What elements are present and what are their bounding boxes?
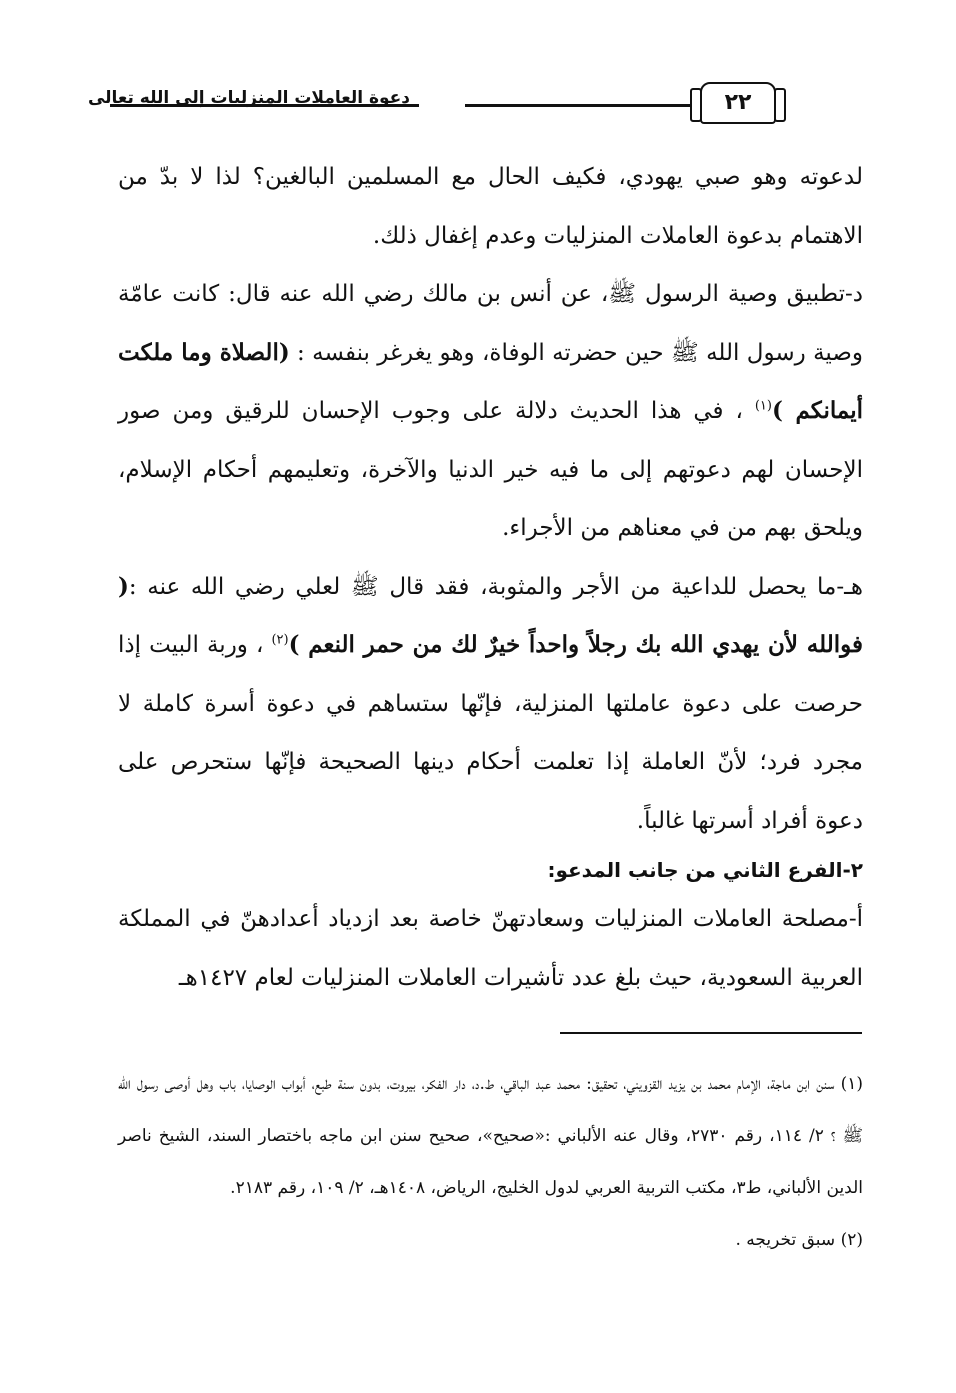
page-number: ٢٢ xyxy=(700,82,776,124)
hadith-quote-1: (الصلاة وما ملكت أيمانكم ) xyxy=(118,338,863,424)
running-header xyxy=(87,80,862,130)
footnote-2: (٢) سبق تخريجه . xyxy=(735,1230,863,1250)
paragraph-4: أ-مصلحة العاملات المنزليات وسعادتهنّ خاصة بعد ازدياد أعدادهنّ في المملكة العربية السعودية، حيث بلغ عدد تأشيرات العاملات المنزليات لعام ١٤٢٧هـ xyxy=(118,906,863,991)
hadith-quote-2: ( فوالله لأن يهدي الله بك رجلاً واحداً خيرٌ لك من حمر النعم ) xyxy=(118,572,864,658)
paragraph-2 xyxy=(118,265,863,558)
paragraph-3 xyxy=(118,558,863,851)
header-rule-right xyxy=(465,104,714,107)
paragraph-1: لدعوته وهو صبي يهودي، فكيف الحال مع المسلمين البالغين؟ لذا لا بدّ من الاهتمام بدعوة العاملات المنزليات وعدم إغفال ذلك. xyxy=(118,164,863,249)
section-heading: ٢-الفرع الثاني من جانب المدعو: xyxy=(547,858,863,882)
header-title: دعوة العاملات المنزليات إلى الله تعالى xyxy=(87,88,410,108)
paragraph-2-end: ، في هذا الحديث دلالة على وجوب الإحسان للرقيق ومن صور الإحسان لهم دعوتهم إلى ما فيه خير الدنيا والآخرة، وتعليمهم أحكام الإسلام، ويلحق بهم من في معناهم من الأجراء. xyxy=(118,398,863,541)
paragraph-3-start: هـ-ما يحصل للداعية من الأجر والمثوبة، فقد قال ﷺ لعلي رضي الله عنه : xyxy=(128,573,863,600)
paragraph-3-end: ، وربة البيت إذا حرصت على دعوة عاملتها المنزلية، فإنّها ستساهم في دعوة أسرة كاملة لا مجرد فرد؛ لأنّ العاملة إذا تعلمت أحكام دينها الصحيحة فإنّها ستحرص على دعوة أفراد أسرتها غالباً. xyxy=(118,632,863,834)
footnotes xyxy=(118,1058,863,1266)
footnote-divider xyxy=(560,1032,862,1034)
footnote-ref-2[interactable]: (٢) xyxy=(271,632,289,648)
paragraph-2-start: د-تطبيق وصية الرسول ﷺ، عن أنس بن مالك رضي الله عنه قال: كانت عامّة وصية رسول الله ﷺ حين حضرته الوفاة، وهو يغرغر بنفسه : xyxy=(118,281,863,366)
main-text xyxy=(118,148,863,1007)
footnote-1: (١) سنن ابن ماجة، الإمام محمد بن يزيد القزويني، تحقيق: محمد عبد الباقي، ط.د، دار الفكر، بيروت، بدون سنة طبع، أبواب الوصايا، باب وهل أوصى رسول الله ﷺ ؟ ٢/ ١١٤، رقم ٢٧٣٠، وقال عنه الألباني :«صحيح»، صحيح سنن ابن ماجه باختصار السند، الشيخ ناصر الدين الألباني، ط٣، مكتب التربية العربي لدول الخليج، الرياض، ١٤٠٨هـ، ٢/ ١٠٩، رقم ٢١٨٣. xyxy=(118,1074,863,1198)
footnote-ref-1[interactable]: (١) xyxy=(754,398,772,414)
